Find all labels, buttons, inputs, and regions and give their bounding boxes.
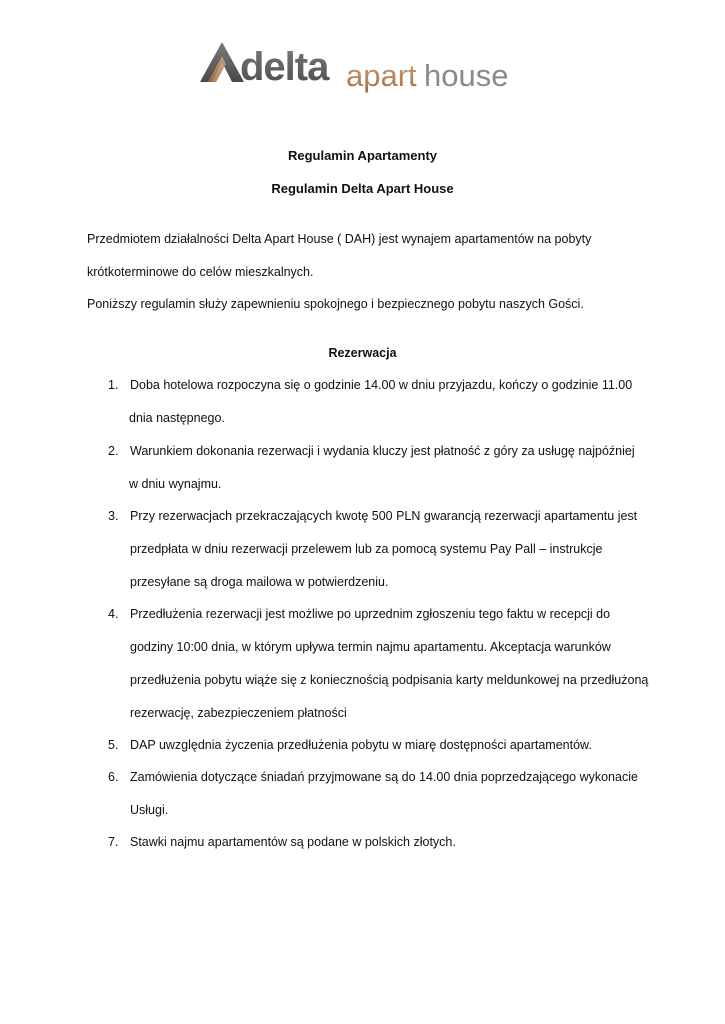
delta-aparthouse-logo [200, 38, 530, 98]
list-item-line: godziny 10:00 dnia, w którym upływa termin najmu apartamentu. Akceptacja warunków [130, 640, 611, 654]
list-item-line: rezerwację, zabezpieczeniem płatności [130, 706, 347, 720]
page-title: Regulamin Apartamenty [287, 148, 438, 163]
logo-text-apart: apart [346, 58, 417, 93]
list-item-number: 6. [108, 770, 119, 784]
list-item-line: Zamówienia dotyczące śniadań przyjmowane są do 14.00 dnia poprzedzającego wykonacie [130, 770, 638, 784]
section-heading-rezerwacja: Rezerwacja [328, 346, 397, 360]
list-item-line: Usługi. [130, 803, 169, 817]
list-item-number: 1. [108, 378, 119, 392]
list-item-number: 7. [108, 835, 119, 849]
page-subtitle: Regulamin Delta Apart House [271, 181, 454, 196]
intro-line-3: Poniższy regulamin służy zapewnieniu spokojnego i bezpiecznego pobytu naszych Gości. [87, 297, 584, 311]
list-item-line: przedłużenia pobytu wiąże się z koniecznością podpisania karty meldunkowej na przedłużoną [130, 673, 649, 687]
list-item-line: przesyłane są droga mailowa w potwierdzeniu. [130, 575, 389, 589]
list-item-line: w dniu wynajmu. [129, 477, 222, 491]
list-item-number: 4. [108, 607, 119, 621]
list-item-line: dnia następnego. [129, 411, 225, 425]
logo-graphic [200, 38, 530, 98]
list-item-number: 2. [108, 444, 119, 458]
list-item-line: Stawki najmu apartamentów są podane w polskich złotych. [130, 835, 456, 849]
list-item-line: DAP uwzględnia życzenia przedłużenia pobytu w miarę dostępności apartamentów. [130, 738, 592, 752]
intro-line-2: krótkoterminowe do celów mieszkalnych. [87, 265, 314, 279]
logo-text-house: house [424, 58, 509, 93]
list-item-line: Doba hotelowa rozpoczyna się o godzinie 14.00 w dniu przyjazdu, kończy o godzinie 11.00 [130, 378, 633, 392]
list-item-number: 5. [108, 738, 119, 752]
logo-text-delta: delta [240, 45, 329, 89]
list-item-line: Przedłużenia rezerwacji jest możliwe po uprzednim zgłoszeniu tego faktu w recepcji do [130, 607, 611, 621]
list-item-line: przedpłata w dniu rezerwacji przelewem lub za pomocą systemu Pay Pall – instrukcje [130, 542, 603, 556]
list-item-line: Przy rezerwacjach przekraczających kwotę 500 PLN gwarancją rezerwacji apartamentu jest [130, 509, 638, 523]
list-item-number: 3. [108, 509, 119, 523]
intro-line-1: Przedmiotem działalności Delta Apart House ( DAH) jest wynajem apartamentów na pobyty [87, 232, 592, 246]
list-item-line: Warunkiem dokonania rezerwacji i wydania kluczy jest płatność z góry za usługę najpóźniej [130, 444, 635, 458]
